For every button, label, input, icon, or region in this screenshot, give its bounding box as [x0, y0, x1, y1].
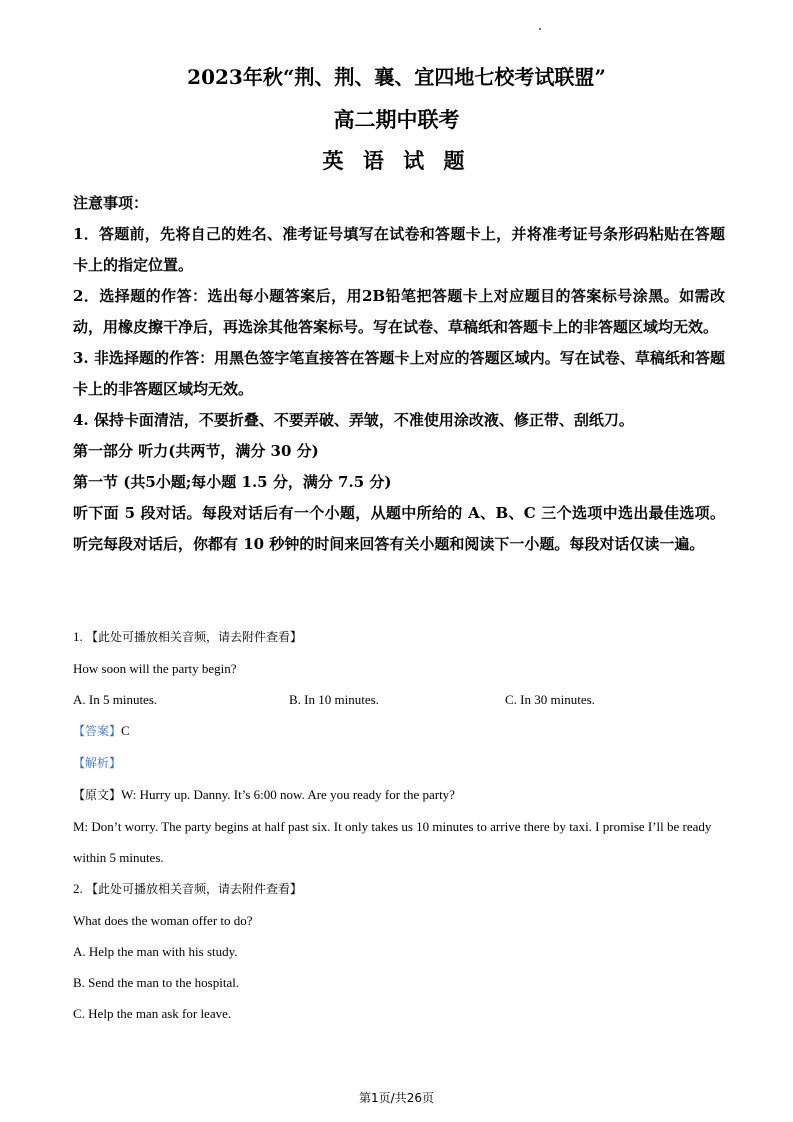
- exam-subtitle: 高二期中联考: [333, 107, 460, 132]
- q1-original-w: [73, 779, 725, 811]
- page-footer: [0, 1088, 793, 1108]
- decorative-dot: [539, 28, 541, 30]
- q1-option-a: A. In 5 minutes.: [73, 692, 158, 707]
- note-item-2: 2．选择题的作答：选出每小题答案后，用2B铅笔把答题卡上对应题目的答案标号涂黑。如需改动，用橡皮擦干净后，再选涂其他答案标号。写在试卷、草稿纸和答题卡上的非答题区域均无效。: [73, 287, 725, 336]
- q2-audio-note: 【此处可播放相关音频，请去附件查看】: [86, 882, 303, 896]
- q1-original-label: 【原文】: [73, 788, 122, 802]
- q1-answer-value: C: [121, 723, 130, 738]
- q1-question: How soon will the party begin?: [73, 661, 237, 676]
- q1-number: 1.: [73, 629, 83, 644]
- q1-analysis: [73, 747, 725, 779]
- questions-section: [73, 621, 725, 1029]
- part1-heading: 第一部分 听力(共两节，满分 30 分): [73, 442, 319, 460]
- q2-option-c: C. Help the man ask for leave.: [73, 1006, 232, 1021]
- note-item-1: 1．答题前，先将自己的姓名、准考证号填写在试卷和答题卡上，并将准考证号条形码粘贴在答题卡上的指定位置。: [73, 225, 725, 274]
- section1-heading: 第一节 (共5小题;每小题 1.5 分，满分 7.5 分): [73, 473, 392, 491]
- q1-original-w-text: W: Hurry up. Danny. It’s 6:00 now. Are you ready for the party?: [121, 787, 455, 802]
- subject-title: 英 语 试 题: [322, 148, 471, 173]
- q1-original-m: M: Don’t worry. The party begins at half past six. It only takes us 10 minutes to arrive there by taxi. I promise I’ll be ready within 5 minutes.: [73, 819, 712, 865]
- note-item-4: 4. 保持卡面清洁，不要折叠、不要弄破、弄皱，不准使用涂改液、修正带、刮纸刀。: [73, 411, 634, 429]
- q2-question: What does the woman offer to do?: [73, 913, 253, 928]
- q1-option-c: C. In 30 minutes.: [505, 692, 595, 707]
- q1-audio-note: 【此处可播放相关音频，请去附件查看】: [86, 630, 303, 644]
- q2-header: [73, 873, 725, 905]
- q1-answer-label: 【答案】: [73, 724, 122, 738]
- notes-section: [73, 188, 725, 560]
- q1-options: [73, 684, 725, 715]
- listening-instructions: 听下面 5 段对话。每段对话后有一个小题，从题中所给的 A、B、C 三个选项中选出最佳选项。听完每段对话后，你都有 10 秒钟的时间来回答有关小题和阅读下一小题。每段对话仅读一遍。: [73, 504, 725, 553]
- q1-analysis-label: 【解析】: [73, 756, 122, 770]
- exam-title: 2023年秋“荆、荆、襄、宜四地七校考试联盟”: [187, 65, 606, 89]
- q2-number: 2.: [73, 881, 83, 896]
- q1-option-b: B. In 10 minutes.: [289, 692, 379, 707]
- q1-header: [73, 621, 725, 653]
- note-item-3: 3. 非选择题的作答：用黑色签字笔直接答在答题卡上对应的答题区域内。写在试卷、草稿纸和答题卡上的非答题区域均无效。: [73, 349, 725, 398]
- q2-option-a: A. Help the man with his study.: [73, 944, 238, 959]
- page-number: 第1页/共26页: [359, 1091, 434, 1105]
- q2-option-b: B. Send the man to the hospital.: [73, 975, 240, 990]
- q1-answer: [73, 715, 725, 747]
- notes-heading: 注意事项：: [73, 194, 149, 212]
